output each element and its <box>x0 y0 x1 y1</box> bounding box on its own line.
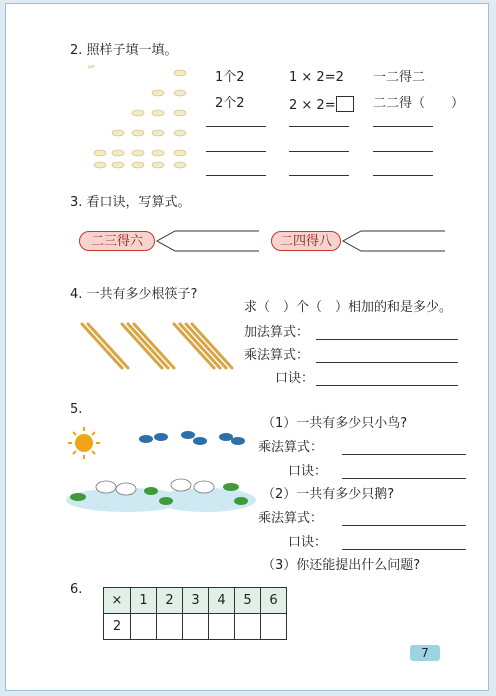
table-header-cell: × <box>104 588 131 614</box>
answer-line[interactable] <box>373 151 433 152</box>
q5-multiplication-label-2: 乘法算式： <box>258 511 324 526</box>
answer-cell[interactable] <box>261 614 287 640</box>
answer-cell[interactable] <box>183 614 209 640</box>
answer-line[interactable] <box>206 151 266 152</box>
chopsticks-image <box>78 320 240 372</box>
answer-cell[interactable] <box>235 614 261 640</box>
q4-title: 4. 一共有多少根筷子? <box>70 287 198 302</box>
answer-cell[interactable] <box>157 614 183 640</box>
answer-line[interactable] <box>289 126 349 127</box>
q4-question: 求（ ）个（ ）相加的和是多少。 <box>244 300 453 315</box>
q6-title: 6. <box>70 582 83 597</box>
q5-rhyme-label-1: 口诀： <box>288 464 328 479</box>
answer-line[interactable] <box>342 549 466 550</box>
q2-example-count-1: 1个2 <box>215 70 245 85</box>
answer-line[interactable] <box>316 385 458 386</box>
q5-sub3: （3）你还能提出什么问题? <box>262 558 421 573</box>
answer-line[interactable] <box>342 525 466 526</box>
q5-sub2: （2）一共有多少只鹅? <box>262 487 395 502</box>
table-row-label: 2 <box>104 614 131 640</box>
answer-line[interactable] <box>316 339 458 340</box>
table-header-cell: 3 <box>183 588 209 614</box>
answer-line[interactable] <box>342 478 466 479</box>
page-number: 7 <box>410 645 440 661</box>
answer-cell[interactable] <box>131 614 157 640</box>
q2-example-formula-2: 2 × 2= <box>289 96 354 114</box>
sun-icon <box>68 427 100 459</box>
table-header-cell: 1 <box>131 588 157 614</box>
answer-box[interactable] <box>336 96 354 112</box>
q5-sub1: （1）一共有多少只小鸟? <box>262 416 408 431</box>
multiplication-label: 乘法算式： <box>244 348 310 363</box>
q3-title: 3. 看口诀，写算式。 <box>70 195 191 210</box>
answer-line[interactable] <box>289 151 349 152</box>
table-header-cell: 5 <box>235 588 261 614</box>
answer-line[interactable] <box>206 126 266 127</box>
branch-lines-2 <box>341 226 447 256</box>
q5-multiplication-label-1: 乘法算式： <box>258 440 324 455</box>
q2-example-count-2: 2个2 <box>215 96 245 111</box>
q2-example-formula-1: 1 × 2=2 <box>289 70 344 85</box>
answer-line[interactable] <box>373 175 433 176</box>
table-header-cell: 6 <box>261 588 287 614</box>
q2-example-rhyme-1: 一二得二 <box>373 70 426 85</box>
branch-lines-1 <box>155 226 261 256</box>
answer-line[interactable] <box>342 454 466 455</box>
q2-title: 2. 照样子填一填。 <box>70 43 178 58</box>
rhyme-label: 口诀： <box>275 371 315 386</box>
answer-line[interactable] <box>289 175 349 176</box>
rhyme-pill-1: 二三得六 <box>79 231 155 251</box>
multiplication-table <box>103 587 287 640</box>
q2-example-rhyme-2: 二二得（ ） <box>373 96 465 111</box>
birds-geese-pond-image <box>66 425 256 525</box>
table-header-cell: 4 <box>209 588 235 614</box>
answer-line[interactable] <box>316 362 458 363</box>
q5-rhyme-label-2: 口诀： <box>288 535 328 550</box>
answer-line[interactable] <box>206 175 266 176</box>
addition-label: 加法算式： <box>244 325 310 340</box>
birds-staircase-image <box>88 65 192 177</box>
rhyme-pill-2: 二四得八 <box>271 231 341 251</box>
answer-line[interactable] <box>373 126 433 127</box>
answer-cell[interactable] <box>209 614 235 640</box>
table-header-cell: 2 <box>157 588 183 614</box>
q5-title: 5. <box>70 402 83 417</box>
